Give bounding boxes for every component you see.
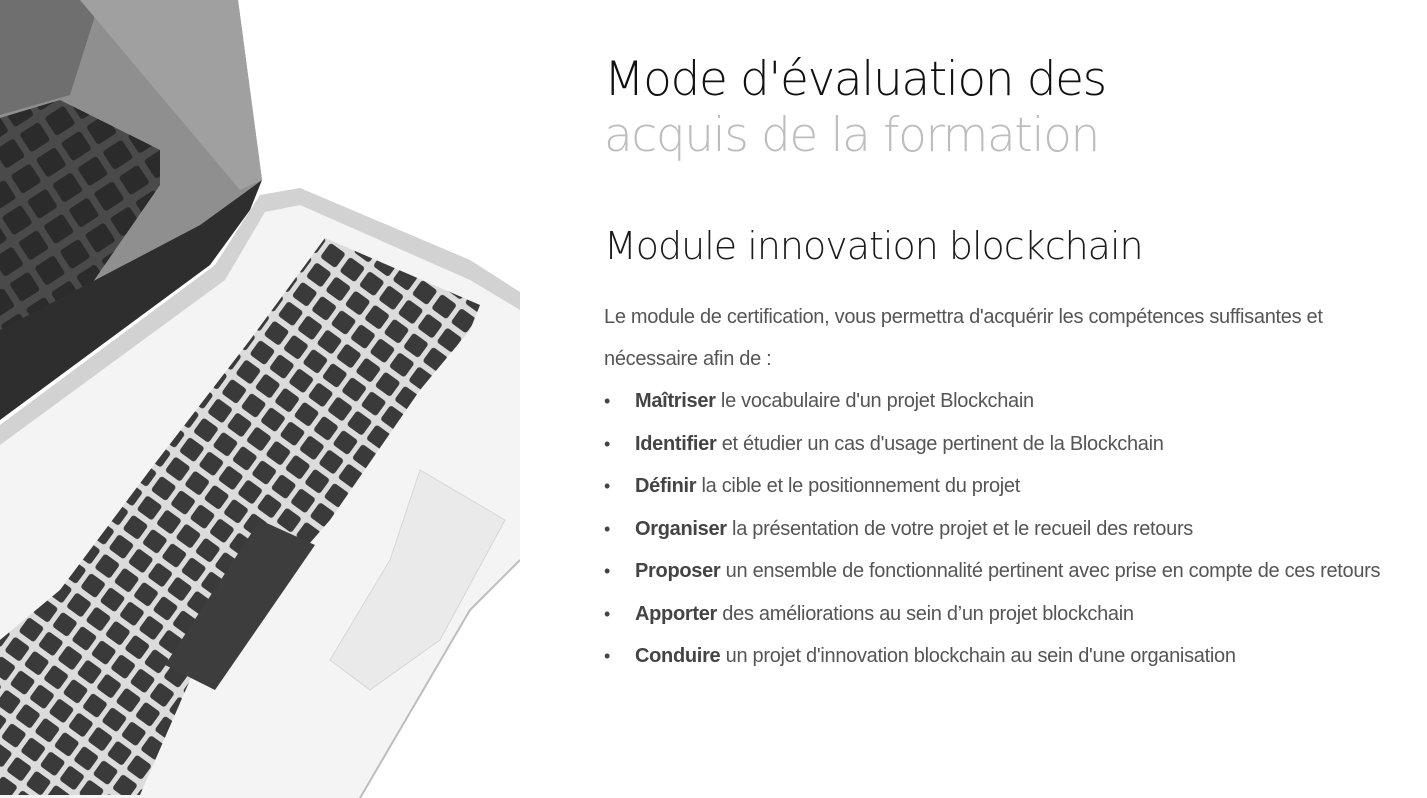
objective-verb: Maîtriser bbox=[635, 390, 716, 412]
objective-text: des améliorations au sein d’un projet blockchain bbox=[717, 602, 1134, 625]
objectives-list bbox=[604, 380, 1394, 678]
objective-verb: Identifier bbox=[635, 432, 717, 455]
bullet-icon: • bbox=[604, 603, 611, 624]
objective-item bbox=[604, 593, 1394, 636]
bullet-icon: • bbox=[604, 476, 611, 496]
objective-verb: Définir bbox=[635, 475, 697, 497]
objective-verb: Apporter bbox=[635, 602, 718, 625]
module-intro: Le module de certification, vous permettra d'acquérir les compétences suffisantes et nécessaire afin de : bbox=[604, 306, 1323, 370]
objective-text: le vocabulaire d'un projet Blockchain bbox=[715, 390, 1034, 412]
objective-item bbox=[604, 550, 1394, 593]
objective-item bbox=[604, 508, 1394, 551]
objective-item bbox=[604, 465, 1394, 508]
bullet-icon: • bbox=[604, 518, 611, 539]
objective-text: et étudier un cas d'usage pertinent de la Blockchain bbox=[716, 432, 1164, 455]
bullet-icon: • bbox=[604, 646, 611, 666]
objective-item bbox=[604, 423, 1394, 466]
objective-text: un projet d'innovation blockchain au sein d'une organisation bbox=[720, 645, 1236, 667]
objective-verb: Proposer bbox=[635, 560, 721, 582]
objective-verb: Conduire bbox=[635, 645, 721, 667]
page-title bbox=[604, 52, 1394, 164]
bullet-icon: • bbox=[604, 561, 611, 581]
objective-text: la cible et le positionnement du projet bbox=[696, 475, 1021, 497]
title-line-1: Mode d'évaluation des bbox=[604, 52, 1106, 107]
content-column bbox=[604, 52, 1394, 678]
objective-item bbox=[604, 380, 1394, 423]
bullet-icon: • bbox=[604, 433, 611, 454]
bullet-icon: • bbox=[604, 391, 611, 411]
objective-text: la présentation de votre projet et le recueil des retours bbox=[726, 517, 1194, 540]
objective-verb: Organiser bbox=[635, 517, 727, 540]
objective-text: un ensemble de fonctionnalité pertinent avec prise en compte de ces retours bbox=[720, 560, 1381, 582]
objective-item bbox=[604, 635, 1394, 678]
title-line-2: acquis de la formation bbox=[604, 108, 1099, 163]
laptop-photo bbox=[0, 0, 520, 798]
module-title: Module innovation blockchain bbox=[604, 224, 1143, 268]
